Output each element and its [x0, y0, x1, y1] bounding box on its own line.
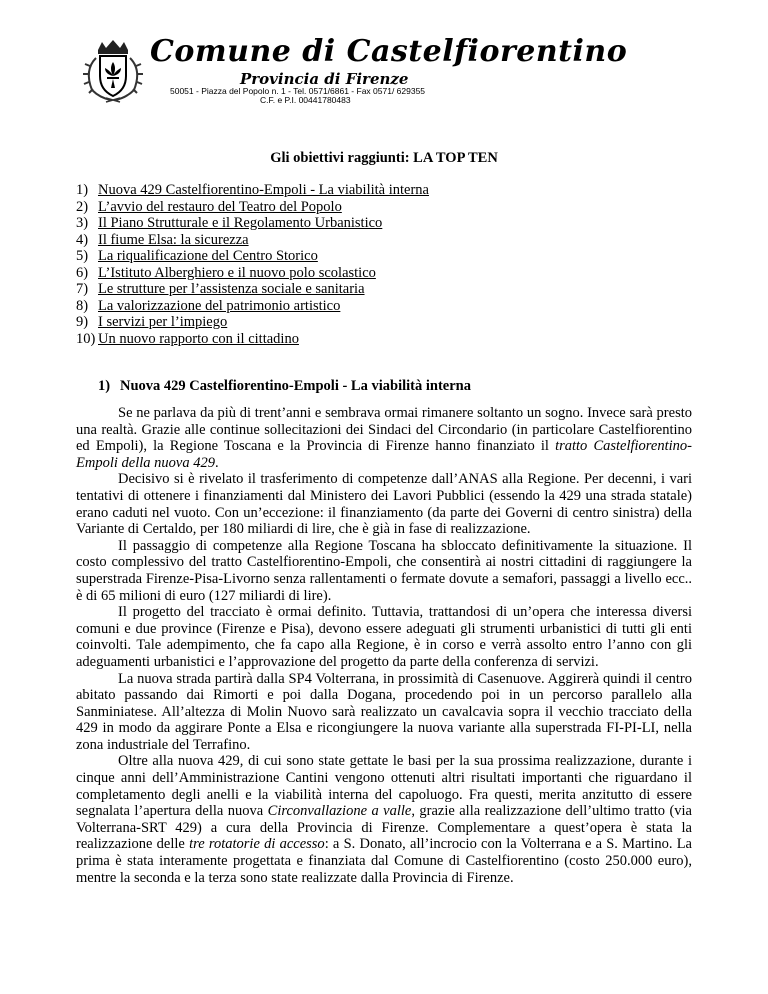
toc-item-link[interactable]: La riqualificazione del Centro Storico [98, 248, 318, 264]
toc-item[interactable] [76, 265, 429, 282]
section-body [76, 405, 692, 886]
toc-item-link[interactable]: Le strutture per l’assistenza sociale e sanitaria [98, 281, 365, 297]
letterhead [78, 30, 698, 110]
emphasis-text: tre rotatorie di accesso [189, 836, 325, 853]
toc-item[interactable] [76, 199, 429, 216]
toc-item[interactable] [76, 314, 429, 331]
section-heading [98, 378, 471, 395]
paragraph-text: : a S. Donato, all’incrocio con la Volterrana e a S. Martino. La prima è stata interamente progettata e finanziata dal Comune di Castelfiorentino (costo 250.000 euro), mentre la seconda e la terza sono state realizzate dalla Provincia di Firenze. [76, 836, 692, 886]
body-paragraph [76, 671, 692, 754]
section-title: Nuova 429 Castelfiorentino-Empoli - La viabilità interna [120, 378, 471, 394]
body-paragraph [76, 471, 692, 537]
toc-item-link[interactable]: L’avvio del restauro del Teatro del Popolo [98, 198, 342, 215]
letterhead-tax-id: C.F. e P.I. 00441780483 [260, 95, 351, 105]
toc-item[interactable] [76, 215, 429, 232]
toc-item-number: 6) [76, 264, 89, 281]
toc-item-number: 2) [76, 198, 89, 215]
toc-item-link[interactable]: I servizi per l’impiego [98, 314, 228, 330]
toc-item[interactable] [76, 248, 429, 265]
toc-item[interactable] [76, 281, 429, 298]
document-title: Gli obiettivi raggiunti: LA TOP TEN [270, 150, 498, 166]
paragraph-text: Decisivo si è rivelato il trasferimento di competenze dall’ANAS alla Regione. Per decenni, i vari tentativi di ottenere i finanziamenti dal Ministero dei Lavori Pubblici (essendo la 429 una strada statale) erano caduti nel vuoto. Con un’eccezione: il finanziamento (da parte dei Governi di centro sinistra) della Variante di Certaldo, per 180 miliardi di lire, che è già in fase di realizzazione. [76, 471, 692, 538]
body-paragraph [76, 604, 692, 670]
body-paragraph [76, 753, 692, 886]
body-paragraph [76, 405, 692, 471]
toc-item[interactable] [76, 298, 429, 315]
paragraph-text: Il progetto del tracciato è ormai definito. Tuttavia, trattandosi di un’opera che interessa diversi comuni e due province (Firenze e Pisa), devono essere adeguati gli strumenti urbanistici di tutti gli enti coinvolti. Tale adempimento, che fa capo alla Regione, è in corso e verrà assolto entro l’anno con gli adeguamenti urbanistici e l’approvazione del progetto da parte della conferenza di servizi. [76, 604, 692, 670]
toc-item-link[interactable]: Il fiume Elsa: la sicurezza [98, 231, 249, 248]
toc-item-number: 8) [76, 297, 89, 314]
toc-item[interactable] [76, 182, 429, 199]
toc-item-number: 10) [76, 330, 96, 347]
coat-of-arms-icon [78, 36, 148, 106]
toc-item-number: 3) [76, 215, 89, 231]
body-paragraph [76, 538, 692, 604]
table-of-contents [76, 182, 429, 347]
section-number: 1) [98, 378, 111, 394]
toc-item-number: 9) [76, 314, 89, 330]
paragraph-text: La nuova strada partirà dalla SP4 Volterrana, in prossimità di Casenuove. Aggirerà quindi il centro abitato passando dai Rimorti e poi dalla Dogana, procedendo poi in un percorso parallelo alla Sanminiatese. All’altezza di Molin Nuovo sarà realizzato un cavalcavia sopra il vecchio tracciato della 429 in modo da aggirare Ponte a Elsa e ricongiungere la nuova variante alla superstrada FI-PI-LI, nella zona industriale del Terrafino. [76, 670, 692, 753]
toc-item-link[interactable]: Un nuovo rapporto con il cittadino [98, 330, 299, 347]
paragraph-text: Il passaggio di competenze alla Regione Toscana ha sbloccato definitivamente la situazione. Il costo complessivo del tratto Castelfiorentino-Empoli, che consentirà ai nostri cittadini di raggiungere la superstrada Firenze-Pisa-Livorno senza rallentamenti o fermate dovute a semafori, passaggi a livello ecc.. è di 65 milioni di euro (127 miliardi di lire). [76, 537, 692, 604]
letterhead-address: 50051 - Piazza del Popolo n. 1 - Tel. 0571/6861 - Fax 0571/ 629355 [170, 86, 426, 96]
letterhead-subtitle: Provincia di Firenze [240, 70, 409, 88]
paragraph-text: Oltre alla nuova 429, di cui sono state gettate le basi per la sua prossima realizzazione, durante i cinque anni dell’Amministrazione Cantini vengono ottenuti altri risultati importanti che riguardano il completamento degli anelli e la viabilità interna del capoluogo. Fra questi, merita anzitutto di essere segnalata l’apertura della nuova [76, 753, 692, 820]
paragraph-text: . [214, 454, 219, 471]
toc-item[interactable] [76, 331, 429, 348]
paragraph-text: Se ne parlava da più di trent’anni e sembrava ormai rimanere soltanto un sogno. Invece sarà presto una realtà. Grazie alle continue sollecitazioni dei Sindaci del Circondario (in particolare Castelfiorentino ed Empoli), la Regione Toscana e la Provincia di Firenze hanno finanziato il [76, 405, 692, 455]
toc-item-link[interactable]: L’Istituto Alberghiero e il nuovo polo scolastico [98, 264, 376, 281]
toc-item-link[interactable]: Nuova 429 Castelfiorentino-Empoli - La viabilità interna [98, 182, 429, 198]
toc-item-number: 4) [76, 231, 89, 248]
toc-item-link[interactable]: La valorizzazione del patrimonio artistico [98, 297, 341, 314]
emphasis-text: tratto Castelfiorentino-Empoli della nuova 429 [76, 438, 692, 471]
letterhead-title: Comune di Castelfiorentino [150, 34, 628, 69]
toc-item-number: 7) [76, 281, 89, 297]
toc-item-link[interactable]: Il Piano Strutturale e il Regolamento Urbanistico [98, 215, 383, 231]
toc-item[interactable] [76, 232, 429, 249]
toc-item-number: 5) [76, 248, 89, 264]
emphasis-text: Circonvallazione a valle [267, 803, 412, 820]
paragraph-text: , grazie alla realizzazione dell’ultimo tratto (via Volterrana-SRT 429) a cura della Provincia di Firenze. Complementare a quest’opera è stata la realizzazione delle [76, 803, 692, 853]
toc-item-number: 1) [76, 182, 89, 198]
